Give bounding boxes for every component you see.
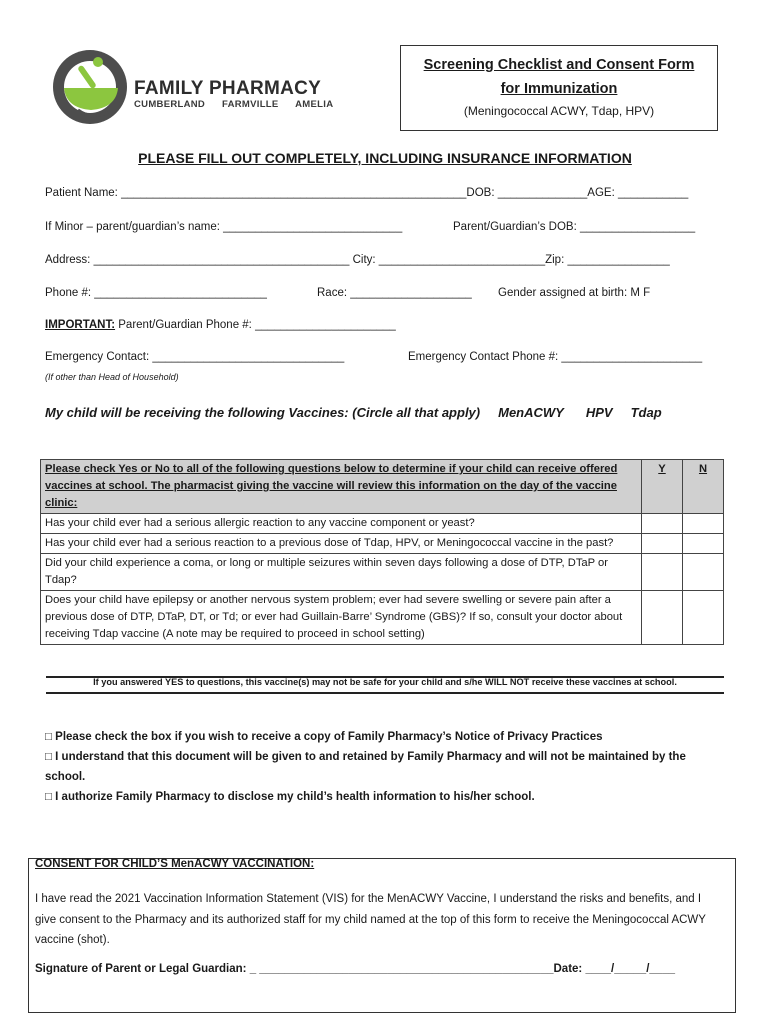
no-cell[interactable] xyxy=(683,534,724,554)
screening-checklist-table xyxy=(40,459,724,645)
table-row xyxy=(41,554,724,591)
guardian-dob-field[interactable]: Parent/Guardian’s DOB: __________________ xyxy=(453,221,696,233)
retention-checkbox[interactable]: □ I understand that this document will be given to and retained by Family Pharmacy and will not be maintained by the school. xyxy=(45,751,686,783)
vaccine-option-tdap[interactable]: Tdap xyxy=(630,405,662,420)
checklist-header: Please check Yes or No to all of the following questions below to determine if your child can receive offered vaccines at school. The pharmacist giving the vaccine will review this information on the day of the vaccine clinic: xyxy=(41,460,642,514)
logo-locations: CUMBERLAND FARMVILLE AMELIA xyxy=(134,99,334,110)
checkbox-icon[interactable]: □ xyxy=(45,731,56,743)
address-field[interactable]: Address: ________________________________________ City: __________________________Zip: ________________ xyxy=(45,254,670,266)
form-title: Screening Checklist and Consent Form for Immunization xyxy=(423,57,695,97)
emergency-contact-field[interactable]: Emergency Contact: ______________________________ xyxy=(45,351,345,363)
no-cell[interactable] xyxy=(683,554,724,591)
yes-cell[interactable] xyxy=(642,554,683,591)
checkbox-icon[interactable]: □ xyxy=(45,751,56,763)
vaccine-option-menacwy[interactable]: MenACWY xyxy=(498,405,564,420)
table-row xyxy=(41,591,724,645)
yes-cell[interactable] xyxy=(642,534,683,554)
title-box xyxy=(400,45,718,131)
yes-cell[interactable] xyxy=(642,591,683,645)
race-field[interactable]: Race: ___________________ xyxy=(317,287,472,299)
mortar-pestle-logo-icon xyxy=(48,48,138,126)
gender-field[interactable]: Gender assigned at birth: M F xyxy=(498,287,651,299)
logo-name: FAMILY PHARMACY xyxy=(134,78,322,99)
no-cell[interactable] xyxy=(683,591,724,645)
consent-title: CONSENT FOR CHILD’S MenACWY VACCINATION: xyxy=(35,858,315,870)
table-header-row xyxy=(41,460,724,514)
question-text: Did your child experience a coma, or long or multiple seizures within seven days following a dose of DTP, DTaP or Tdap? xyxy=(41,554,642,591)
signature-line[interactable]: Signature of Parent or Legal Guardian: _ ______________________________________________Date: ____/_____/____ xyxy=(35,963,675,975)
yes-cell[interactable] xyxy=(642,514,683,534)
no-cell[interactable] xyxy=(683,514,724,534)
fill-instruction: PLEASE FILL OUT COMPLETELY, INCLUDING INSURANCE INFORMATION xyxy=(138,150,632,166)
table-row xyxy=(41,514,724,534)
question-text: Has your child ever had a serious reaction to a previous dose of Tdap, HPV, or Meningococcal vaccine in the past? xyxy=(41,534,642,554)
disclosure-checkbox[interactable]: □ I authorize Family Pharmacy to disclose my child’s health information to his/her school. xyxy=(45,791,535,803)
phone-field[interactable]: Phone #: ___________________________ xyxy=(45,287,267,299)
consent-body: I have read the 2021 Vaccination Information Statement (VIS) for the MenACWY Vaccine, I understand the risks and benefits, and I give consent to the Pharmacy and its authorized staff for my child named at the top of this form to receive the Meningococcal ACWY vaccine (shot). xyxy=(35,893,706,946)
privacy-copy-checkbox[interactable]: □ Please check the box if you wish to receive a copy of Family Pharmacy’s Notice of Privacy Practices xyxy=(45,731,603,743)
yes-warning-text: If you answered YES to questions, this vaccine(s) may not be safe for your child and s/he WILL NOT receive these vaccines at school. xyxy=(93,677,677,687)
vaccine-option-hpv[interactable]: HPV xyxy=(585,405,613,420)
patient-name-field[interactable]: Patient Name: ______________________________________________________DOB: ______________AGE: ___________ xyxy=(45,187,689,199)
yes-column-header: Y xyxy=(642,460,683,514)
table-row xyxy=(41,534,724,554)
question-text: Does your child have epilepsy or another nervous system problem; ever had severe swelling or severe pain after a previous dose of DTP, DTaP, DT, or Td; or ever had Guillain-Barre’ Syndrome (GBS)? If so, consult your doctor about receiving Tdap vaccine (A note may be required to proceed in school setting) xyxy=(41,591,642,645)
question-text: Has your child ever had a serious allergic reaction to any vaccine component or yeast? xyxy=(41,514,642,534)
vaccine-selection: My child will be receiving the following Vaccines: (Circle all that apply) MenACWY HPV Tdap xyxy=(45,405,662,420)
guardian-name-field[interactable]: If Minor – parent/guardian’s name: ____________________________ xyxy=(45,221,403,233)
no-column-header: N xyxy=(683,460,724,514)
emergency-note: (If other than Head of Household) xyxy=(45,372,179,382)
form-subtitle: (Meningococcal ACWY, Tdap, HPV) xyxy=(463,104,655,118)
guardian-phone-field[interactable]: IMPORTANT: Parent/Guardian Phone #: ______________________ xyxy=(45,319,396,331)
emergency-phone-field[interactable]: Emergency Contact Phone #: ______________________ xyxy=(408,351,703,363)
checkbox-icon[interactable]: □ xyxy=(45,791,56,803)
